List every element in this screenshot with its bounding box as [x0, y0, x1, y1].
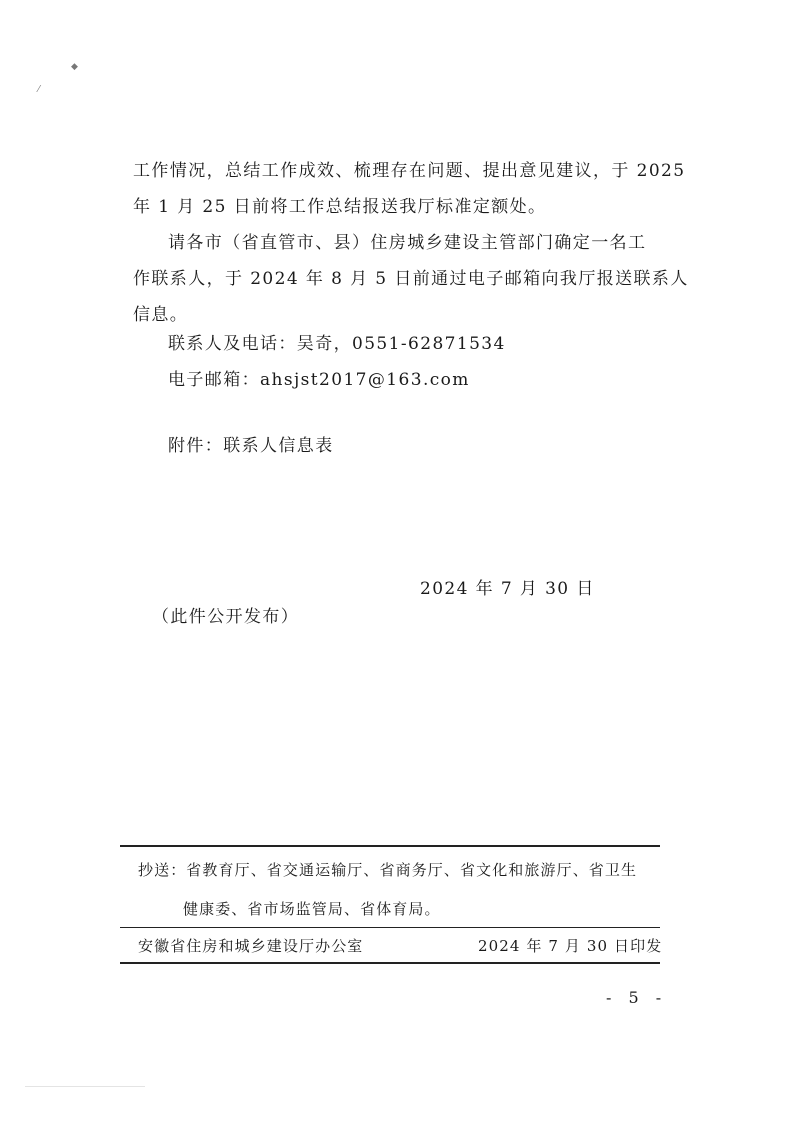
document-date: 2024 年 7 月 30 日 [420, 579, 595, 599]
page-number: - 5 - [606, 988, 668, 1007]
issuer: 安徽省住房和城乡建设厅办公室 [138, 937, 364, 955]
email-line: 电子邮箱：ahsjst2017@163.com [168, 370, 470, 390]
publish-note: （此件公开发布） [152, 607, 300, 627]
footer-top-rule [120, 845, 660, 847]
contact-line: 联系人及电话：吴奇，0551-62871534 [168, 334, 506, 354]
body-line: 年 1 月 25 日前将工作总结报送我厅标准定额处。 [133, 197, 547, 217]
attachment-line: 附件：联系人信息表 [168, 436, 334, 456]
scan-edge [25, 1086, 145, 1087]
cc-line: 健康委、省市场监管局、省体育局。 [183, 900, 441, 918]
body-line: 请各市（省直管市、县）住房城乡建设主管部门确定一名工 [168, 233, 647, 253]
issue-date: 2024 年 7 月 30 日印发 [478, 937, 663, 955]
footer-bottom-rule [120, 962, 660, 964]
body-line: 工作情况，总结工作成效、梳理存在问题、提出意见建议，于 2025 [133, 161, 686, 181]
cc-line: 抄送：省教育厅、省交通运输厅、省商务厅、省文化和旅游厅、省卫生 [138, 861, 638, 879]
scan-speck: ⁄ [38, 85, 40, 95]
body-line: 信息。 [133, 305, 189, 325]
body-line: 作联系人，于 2024 年 8 月 5 日前通过电子邮箱向我厅报送联系人 [133, 269, 689, 289]
footer-middle-rule [120, 927, 660, 928]
scan-speck: ◆ [71, 62, 78, 72]
